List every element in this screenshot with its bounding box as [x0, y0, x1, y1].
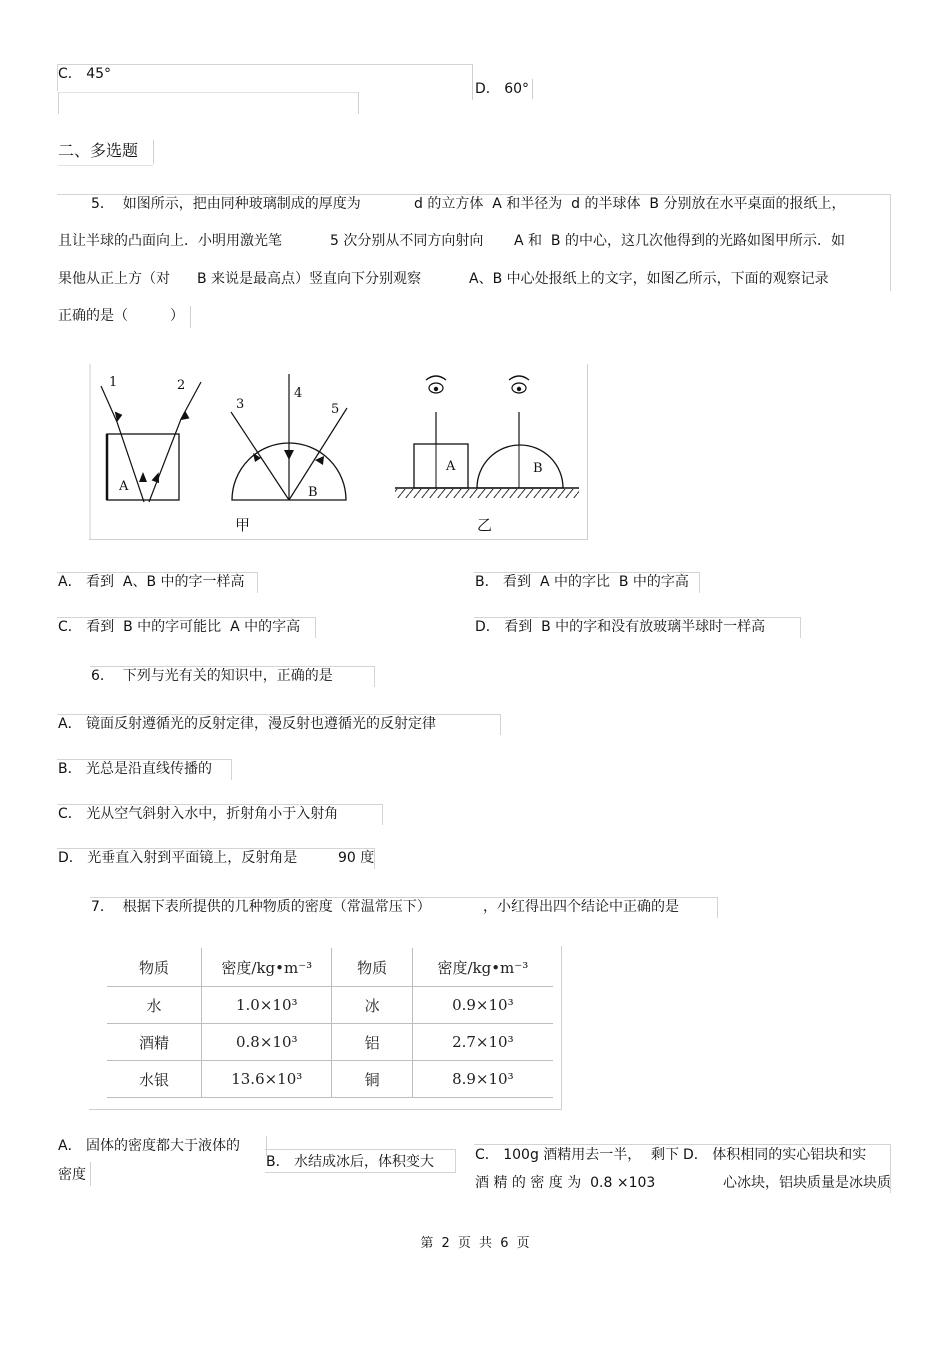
question-5-line-2c: A 和 B 的中心，这几次他得到的光路如图甲所示．如: [514, 233, 845, 249]
divider: [90, 1162, 91, 1186]
ray-label-3: 3: [236, 397, 245, 412]
q7-option-c-cont: 剩下: [651, 1147, 679, 1163]
table-cell: 酒精: [107, 1024, 202, 1061]
page-number: 第 2 页 共 6 页: [420, 1236, 530, 1251]
optics-diagram: [89, 364, 587, 539]
divider: [472, 64, 473, 100]
q6-option-b[interactable]: B． 光总是沿直线传播的: [58, 761, 213, 777]
ray-5: [289, 408, 347, 500]
table-header: 密度/kg•m⁻³: [412, 948, 553, 987]
option-frame: [57, 848, 375, 869]
section-title: 二、多选题: [58, 141, 139, 160]
divider: [58, 165, 153, 166]
hemisphere-b-2: [477, 445, 563, 488]
option-frame: [474, 1144, 891, 1193]
ray-2: [149, 382, 201, 502]
question-5-line-2a: 且让半球的凸面向上．小明用激光笔: [58, 233, 282, 249]
table-cell: 水: [107, 987, 202, 1024]
option-frame: [57, 804, 383, 825]
divider: [358, 92, 359, 114]
divider: [58, 92, 59, 114]
q7-option-b[interactable]: B． 水结成冰后，体积变大: [266, 1154, 435, 1170]
q6-option-d-value: 90 度: [338, 850, 375, 866]
prev-option-d: D． 60°: [475, 81, 530, 97]
figure-hemisphere-b-label: B: [308, 485, 318, 500]
divider: [58, 92, 358, 93]
figure-block-a-label: A: [119, 479, 129, 494]
option-frame: [474, 572, 700, 593]
option-frame: [57, 759, 232, 780]
q5-option-c[interactable]: C． 看到 B 中的字可能比 A 中的字高: [58, 619, 301, 635]
question-5-line-1b: d 的立方体 A 和半径为 d 的半球体 B 分别放在水平桌面的报纸上，: [414, 196, 846, 212]
figure-hemisphere-b-label-2: B: [533, 461, 543, 476]
caption-yi: 乙: [477, 516, 493, 534]
option-frame: [57, 714, 501, 735]
table-header-row: [107, 948, 553, 987]
option-frame: [90, 897, 718, 918]
q7-option-a-cont: 密度: [58, 1167, 86, 1183]
option-frame: [57, 572, 258, 593]
q5-option-d[interactable]: D． 看到 B 中的字和没有放玻璃半球时一样高: [475, 619, 766, 635]
ray-label-5: 5: [331, 402, 340, 417]
option-frame: [90, 666, 375, 687]
question-5-line-1a: 5． 如图所示，把由同种玻璃制成的厚度为: [91, 196, 361, 212]
divider: [153, 140, 154, 164]
q6-option-d[interactable]: D． 光垂直入射到平面镜上，反射角是: [58, 850, 298, 866]
table-header: 物质: [107, 948, 202, 987]
question-5-line-3b: B 来说是最高点）竖直向下分别观察: [197, 271, 422, 287]
cube-a: [107, 434, 179, 500]
question-5-line-2b: 5 次分别从不同方向射向: [330, 233, 484, 249]
table-cell: 8.9×10³: [412, 1061, 553, 1098]
ray-3: [231, 412, 289, 500]
q7-option-a[interactable]: A． 固体的密度都大于液体的: [58, 1138, 241, 1154]
option-frame: [57, 617, 316, 638]
divider: [532, 79, 533, 99]
table-row: [107, 1024, 553, 1061]
table-cell: 2.7×10³: [412, 1024, 553, 1061]
question-5-line-4a: 正确的是（: [58, 308, 128, 324]
table-cell: 铝: [332, 1024, 412, 1061]
q7-option-d[interactable]: D． 体积相同的实心铝块和实: [683, 1147, 867, 1163]
eye-icon: [426, 376, 446, 393]
question-5-line-4b: ）: [170, 308, 184, 324]
table-cell: 0.8×10³: [202, 1024, 332, 1061]
table-cell: 0.9×10³: [412, 987, 553, 1024]
table-cell: 铜: [332, 1061, 412, 1098]
question-7-stem-b: ，小红得出四个结论中正确的是: [483, 899, 679, 915]
table-header: 密度/kg•m⁻³: [202, 948, 332, 987]
prev-option-c: C． 45°: [58, 66, 112, 82]
q6-option-c[interactable]: C． 光从空气斜射入水中，折射角小于入射角: [58, 806, 339, 822]
question-5-line-3a: 果他从正上方（对: [58, 271, 170, 287]
table-cell: 1.0×10³: [202, 987, 332, 1024]
table-cell: 13.6×10³: [202, 1061, 332, 1098]
optics-figure: [89, 364, 588, 540]
figure-block-a-label-2: A: [446, 459, 456, 474]
ray-label-2: 2: [177, 378, 186, 393]
caption-jia: 甲: [235, 516, 251, 534]
option-c-frame: [57, 64, 473, 91]
q5-option-b[interactable]: B． 看到 A 中的字比 B 中的字高: [475, 574, 689, 590]
table-row: [107, 1061, 553, 1098]
table-row: [107, 987, 553, 1024]
cube-a-2: [414, 444, 468, 488]
table-header: 物质: [332, 948, 412, 987]
eye-icon: [509, 376, 529, 393]
q6-option-a[interactable]: A． 镜面反射遵循光的反射定律，漫反射也遵循光的反射定律: [58, 716, 437, 732]
ray-label-4: 4: [294, 386, 303, 401]
q7-option-c[interactable]: C． 100g 酒精用去一半，: [475, 1147, 642, 1163]
q5-option-a[interactable]: A． 看到 A、B 中的字一样高: [58, 574, 245, 590]
question-5-line-3c: A、B 中心处报纸上的文字，如图乙所示，下面的观察记录: [469, 271, 829, 287]
option-frame: [474, 617, 801, 638]
density-table: [107, 948, 553, 1098]
ray-label-1: 1: [109, 375, 118, 390]
divider: [190, 306, 191, 328]
q7-option-c-line2: 酒 精 的 密 度 为 0.8 ×103: [475, 1175, 656, 1191]
table-cell: 冰: [332, 987, 412, 1024]
question-7-stem-a: 7． 根据下表所提供的几种物质的密度（常温常压下）: [91, 899, 431, 915]
q7-option-d-line2: 心冰块，铝块质量是冰块质: [723, 1175, 891, 1191]
option-frame: [265, 1149, 456, 1173]
table-cell: 水银: [107, 1061, 202, 1098]
question-6-stem: 6． 下列与光有关的知识中，正确的是: [91, 668, 333, 684]
